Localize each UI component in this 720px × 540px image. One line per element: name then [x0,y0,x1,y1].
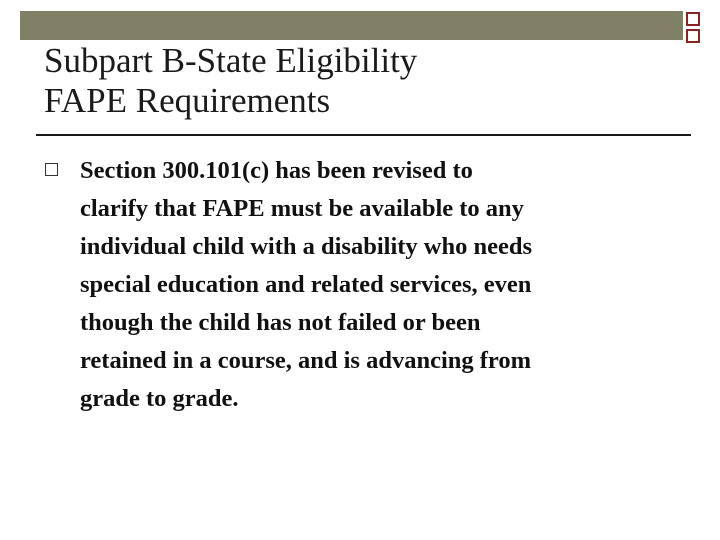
decorative-square-icon [686,29,700,43]
bullet-text [80,152,690,418]
bullet-line: special education and related services, even [80,271,532,298]
bullet-line: grade to grade. [80,385,239,412]
title-line-2: FAPE Requirements [44,81,331,120]
decorative-top-band [20,11,683,40]
title-line-1: Subpart B-State Eligibility [44,41,418,80]
title-divider [36,134,691,136]
decorative-square-icon [686,12,700,26]
bullet-line: retained in a course, and is advancing from [80,347,532,374]
bullet-line: Section 300.101(c) has been revised to [80,157,473,184]
slide-title [44,41,684,121]
hollow-square-bullet-icon [45,163,58,176]
bullet-line: individual child with a disability who needs [80,233,533,260]
bullet-line: though the child has not failed or been [80,309,481,336]
bullet-line: clarify that FAPE must be available to any [80,195,524,222]
